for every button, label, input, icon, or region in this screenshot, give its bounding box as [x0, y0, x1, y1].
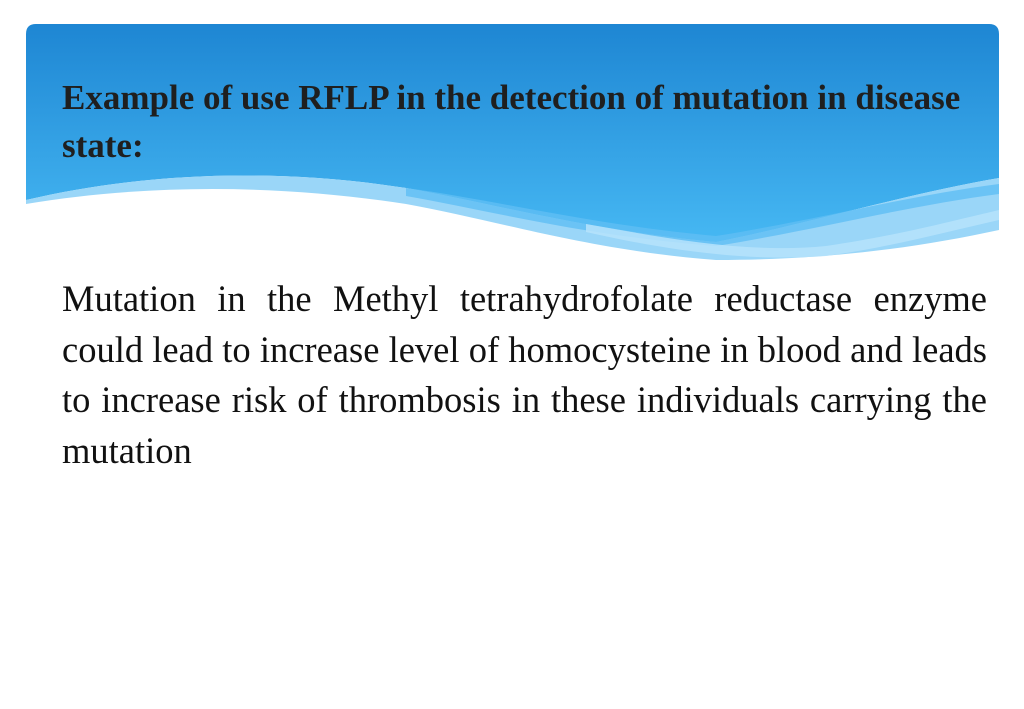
slide-body-text: Mutation in the Methyl tetrahydrofolate reductase enzyme could lead to increase level of homocysteine in blood and leads to increase risk of thrombosis in these individuals carrying the mutation: [62, 278, 987, 471]
slide-title: Example of use RFLP in the detection of mutation in disease state:: [62, 78, 961, 165]
